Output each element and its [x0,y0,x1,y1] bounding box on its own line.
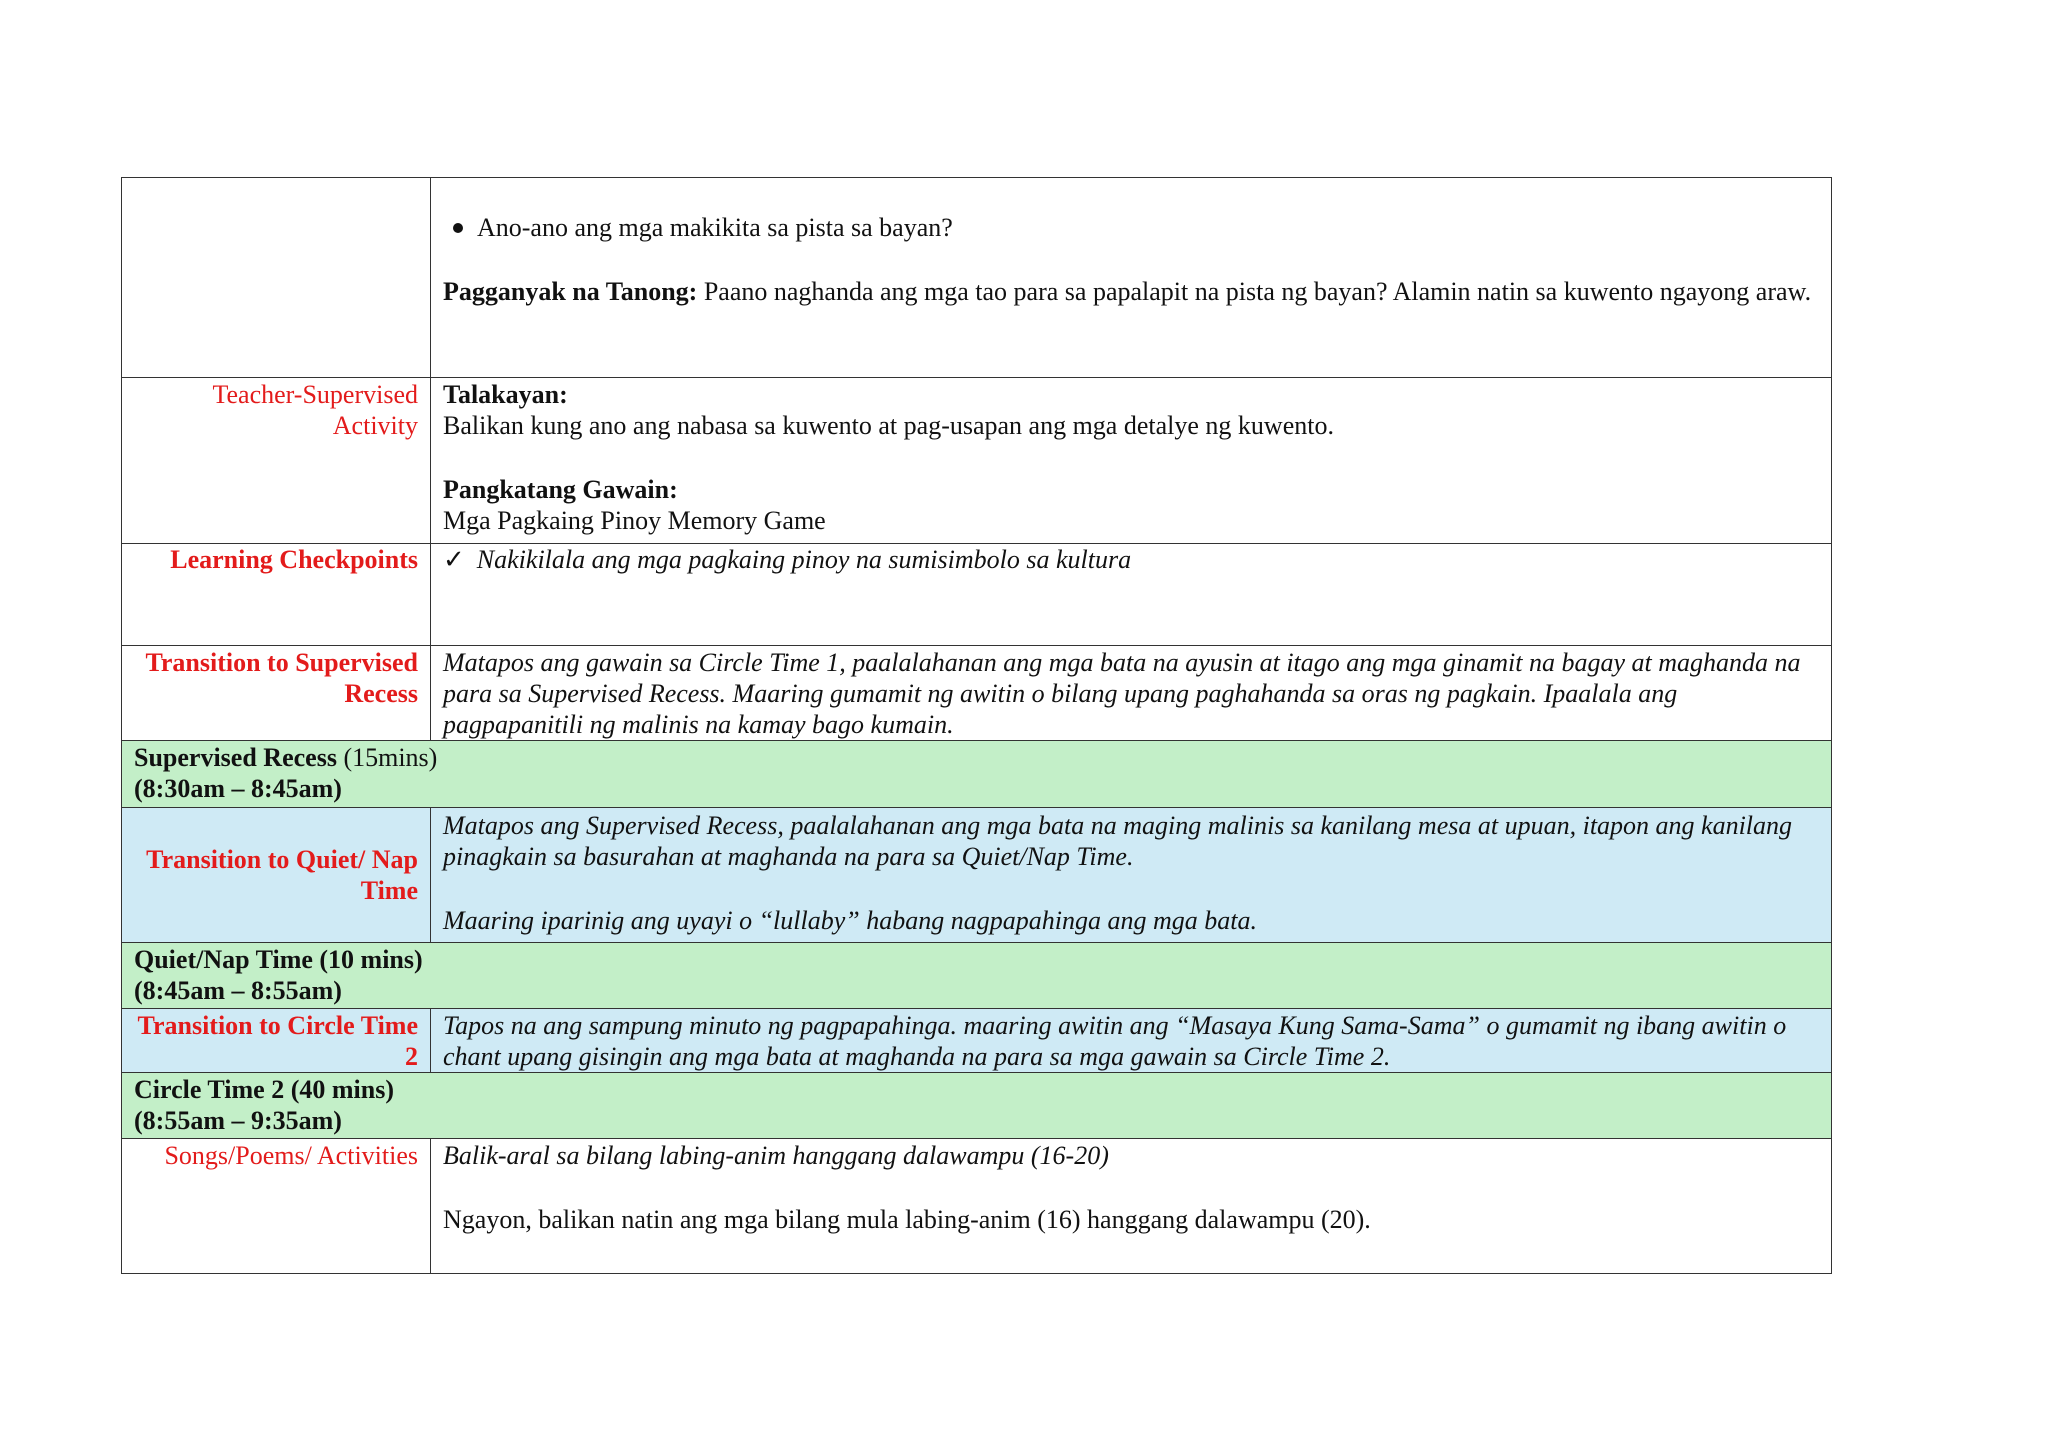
transition-recess-row [122,646,1832,741]
teacher-activity-content [431,378,1832,544]
songs-text-2: Ngayon, balikan natin ang mga bilang mula labing-anim (16) hanggang dalawampu (20). [443,1205,1371,1234]
bullet-dot-icon [453,223,463,233]
transition-nap-content [431,808,1832,943]
checkpoints-row [122,544,1832,646]
intro-row [122,178,1832,378]
transition-nap-text-2: Maaring iparinig ang uyayi o “lullaby” habang nagpapahinga ang mga bata. [443,906,1257,935]
transition-circle2-label: Transition to Circle Time 2 [122,1009,431,1073]
songs-row [122,1139,1832,1274]
checkmark-icon: ✓ [443,545,465,574]
transition-nap-label: Transition to Quiet/ Nap Time [122,808,431,943]
circle2-time: (8:55am – 9:35am) [134,1106,342,1135]
transition-nap-text-1: Matapos ang Supervised Recess, paalalahanan ang mga bata na maging malinis sa kanilang mesa at upuan, itapon ang kanilang pinagkain sa basurahan at maghanda na para sa Quiet/Nap Time. [443,811,1793,871]
songs-content [431,1139,1832,1274]
checkpoints-label: Learning Checkpoints [122,544,431,646]
discussion-text: Balikan kung ano ang nabasa sa kuwento at pag-usapan ang mga detalye ng kuwento. [443,411,1334,440]
recess-duration: (15mins) [336,743,438,772]
nap-title: Quiet/Nap Time (10 mins) [134,945,423,974]
transition-nap-row [122,808,1832,943]
nap-band-row [122,943,1832,1009]
songs-text-1: Balik-aral sa bilang labing-anim hanggang dalawampu (16-20) [443,1141,1109,1170]
discussion-title: Talakayan: [443,380,568,409]
circle2-band-row [122,1073,1832,1139]
transition-recess-text: Matapos ang gawain sa Circle Time 1, paalalahanan ang mga bata na ayusin at itago ang mga ginamit na bagay at maghanda na para sa Supervised Recess. Maaring gumamit ng awitin o bilang upang paghahanda sa oras ng pagkain. Ipaalala ang pagpapanitili ng malinis na kamay bago kumain. [431,646,1832,741]
teacher-activity-label: Teacher-Supervised Activity [122,378,431,544]
checkpoints-content [431,544,1832,646]
transition-circle2-row [122,1009,1832,1073]
recess-title: Supervised Recess [134,743,337,772]
circle2-band [122,1073,1832,1139]
intro-content-cell [431,178,1832,378]
recess-time: (8:30am – 8:45am) [134,774,342,803]
motive-label: Pagganyak na Tanong: [443,277,698,306]
songs-label: Songs/Poems/ Activities [122,1139,431,1274]
checkpoint-text: Nakikilala ang mga pagkaing pinoy na sumisimbolo sa kultura [476,545,1132,574]
intro-label-cell [122,178,431,378]
motive-question [443,276,1819,307]
teacher-activity-row [122,378,1832,544]
circle2-title: Circle Time 2 (40 mins) [134,1075,394,1104]
motive-text: Paano naghanda ang mga tao para sa papalapit na pista ng bayan? Alamin natin sa kuwento ngayong araw. [697,277,1812,306]
group-activity-text: Mga Pagkaing Pinoy Memory Game [443,506,826,535]
bullet-item [443,212,1819,243]
lesson-plan-table [121,177,1832,1274]
transition-circle2-text: Tapos na ang sampung minuto ng pagpapahinga. maaring awitin ang “Masaya Kung Sama-Sama” o gumamit ng ibang awitin o chant upang gisingin ang mga bata at maghanda na para sa mga gawain sa Circle Time 2. [431,1009,1832,1073]
transition-recess-label: Transition to Supervised Recess [122,646,431,741]
nap-band [122,943,1832,1009]
recess-band-row [122,741,1832,808]
bullet-text: Ano-ano ang mga makikita sa pista sa bayan? [477,213,953,242]
nap-time: (8:45am – 8:55am) [134,976,342,1005]
recess-band [122,741,1832,808]
group-activity-title: Pangkatang Gawain: [443,475,678,504]
